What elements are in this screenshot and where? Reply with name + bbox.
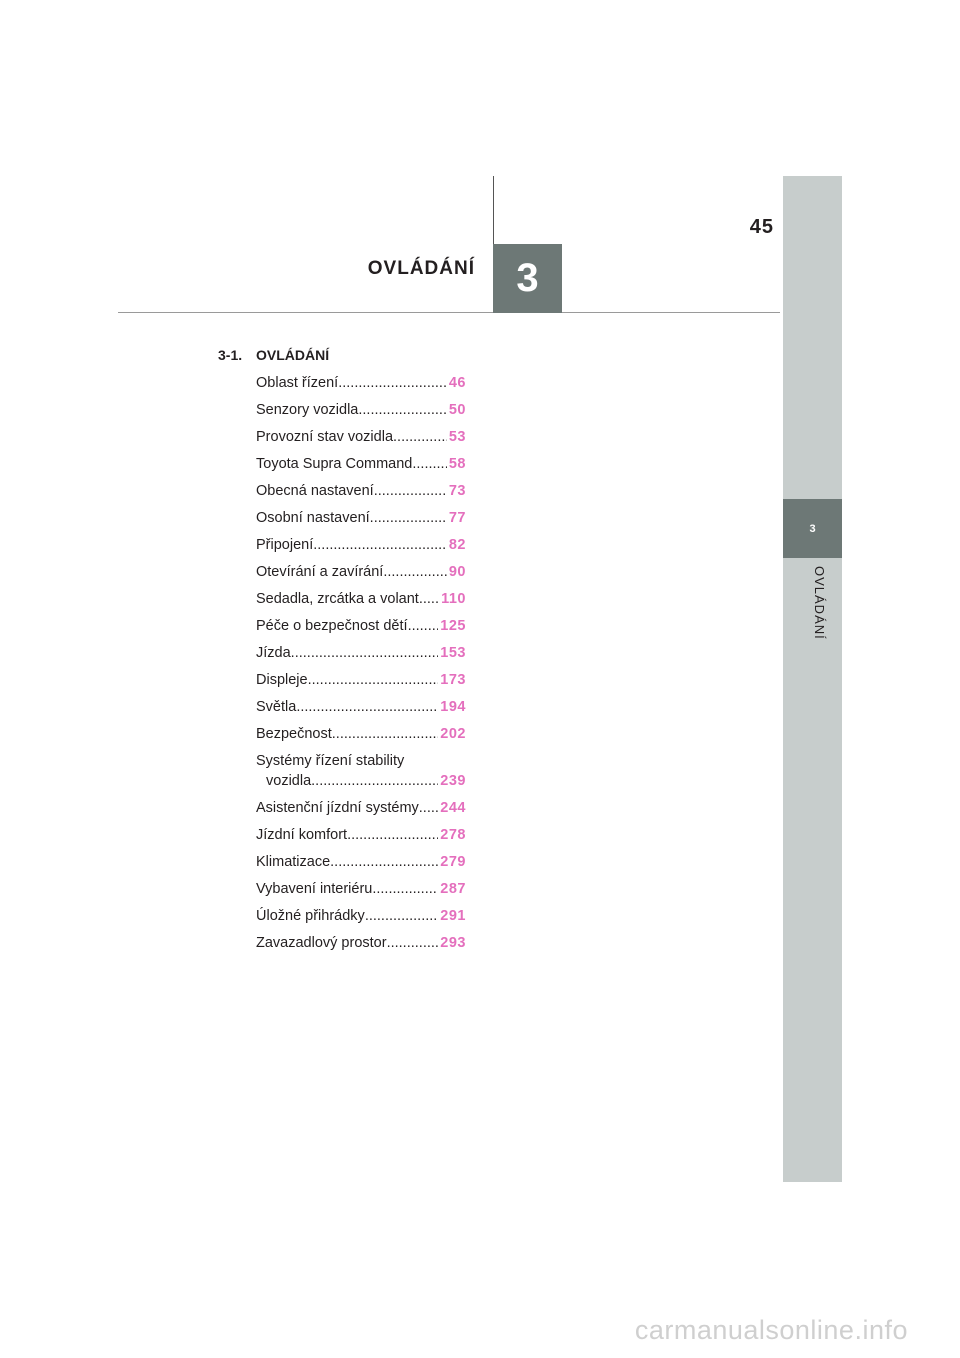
- toc-entry-label: Úložné přihrádky: [256, 908, 365, 924]
- toc-leader-dots: [393, 427, 447, 447]
- side-strip: [783, 176, 842, 1182]
- section-number: 3-1.: [218, 347, 243, 363]
- toc-leader-dots: [387, 933, 439, 953]
- toc-page-link[interactable]: 73: [448, 483, 466, 499]
- toc-leader-dots: [308, 670, 439, 690]
- toc-leader-dots: [330, 852, 438, 872]
- header-vertical-rule: [493, 176, 494, 244]
- toc-entry-label: Vybavení interiéru: [256, 881, 373, 897]
- toc-leader-dots: [419, 589, 439, 609]
- toc-page-link[interactable]: 244: [440, 800, 466, 816]
- watermark: carmanualsonline.info: [634, 1315, 908, 1345]
- page-number: 45: [749, 216, 774, 238]
- toc-entry[interactable]: [256, 823, 466, 850]
- toc-entry[interactable]: [256, 614, 466, 641]
- toc-page-link[interactable]: 279: [440, 854, 466, 870]
- toc-entry-label: Obecná nastavení: [256, 483, 374, 499]
- side-chapter-tab[interactable]: 3: [783, 499, 842, 558]
- chapter-number-box: 3: [493, 244, 562, 313]
- toc-entry[interactable]: [256, 722, 466, 749]
- toc-entry-label: Připojení: [256, 537, 314, 553]
- table-of-contents: [256, 371, 466, 958]
- toc-entry-label-continued: vozidla: [266, 773, 312, 789]
- toc-entry[interactable]: [256, 425, 466, 452]
- toc-entry[interactable]: [256, 695, 466, 722]
- chapter-title: OVLÁDÁNÍ: [367, 258, 475, 279]
- toc-page-link[interactable]: 110: [441, 591, 466, 607]
- toc-entry-label: Otevírání a zavírání: [256, 564, 384, 580]
- toc-page-link[interactable]: 50: [448, 402, 466, 418]
- toc-entry-label: Bezpečnost: [256, 726, 332, 742]
- toc-entry[interactable]: [256, 398, 466, 425]
- toc-entry[interactable]: [256, 877, 466, 904]
- toc-page-link[interactable]: 53: [448, 429, 466, 445]
- toc-leader-dots: [313, 535, 447, 555]
- toc-page-link[interactable]: 90: [448, 564, 466, 580]
- toc-leader-dots: [408, 616, 439, 636]
- toc-entry[interactable]: [256, 931, 466, 958]
- toc-entry[interactable]: [256, 749, 466, 796]
- toc-entry-label: Toyota Supra Command: [256, 456, 413, 472]
- side-chapter-label: OVLÁDÁNÍ: [812, 566, 827, 640]
- toc-entry-label: Zavazadlový prostor: [256, 935, 387, 951]
- toc-page-link[interactable]: 77: [448, 510, 466, 526]
- toc-entry-label: Osobní nastavení: [256, 510, 370, 526]
- toc-entry[interactable]: [256, 668, 466, 695]
- header-horizontal-rule: [118, 312, 780, 313]
- toc-page-link[interactable]: 239: [440, 773, 466, 789]
- toc-page-link[interactable]: 293: [440, 935, 466, 951]
- toc-leader-dots: [372, 879, 438, 899]
- toc-entry[interactable]: [256, 533, 466, 560]
- toc-entry[interactable]: [256, 560, 466, 587]
- toc-page-link[interactable]: 82: [448, 537, 466, 553]
- toc-page-link[interactable]: 194: [440, 699, 466, 715]
- toc-page-link[interactable]: 278: [440, 827, 466, 843]
- toc-leader-dots: [296, 697, 438, 717]
- toc-entry-label: Systémy řízení stability: [256, 753, 405, 769]
- toc-page-link[interactable]: 46: [448, 375, 466, 391]
- toc-leader-dots: [374, 481, 447, 501]
- toc-entry[interactable]: [256, 796, 466, 823]
- toc-page-link[interactable]: 58: [448, 456, 466, 472]
- toc-entry-label: Péče o bezpečnost dětí: [256, 618, 408, 634]
- toc-leader-dots: [419, 798, 439, 818]
- toc-entry-label: Jízdní komfort: [256, 827, 348, 843]
- toc-page-link[interactable]: 173: [440, 672, 466, 688]
- toc-entry[interactable]: [256, 479, 466, 506]
- toc-entry-label: Provozní stav vozidla: [256, 429, 394, 445]
- toc-entry-label: Světla: [256, 699, 297, 715]
- toc-page-link[interactable]: 153: [440, 645, 466, 661]
- toc-leader-dots: [358, 400, 447, 420]
- toc-leader-dots: [365, 906, 438, 926]
- toc-entry[interactable]: [256, 904, 466, 931]
- toc-page-link[interactable]: 287: [440, 881, 466, 897]
- toc-entry-label: Klimatizace: [256, 854, 331, 870]
- section-title: OVLÁDÁNÍ: [256, 347, 330, 363]
- toc-leader-dots: [347, 825, 438, 845]
- toc-page-link[interactable]: 291: [440, 908, 466, 924]
- toc-entry-label: Sedadla, zrcátka a volant: [256, 591, 419, 607]
- toc-entry[interactable]: [256, 587, 466, 614]
- toc-leader-dots: [370, 508, 447, 528]
- toc-page-link[interactable]: 125: [440, 618, 466, 634]
- toc-entry-label: Oblast řízení: [256, 375, 339, 391]
- toc-leader-dots: [412, 454, 447, 474]
- toc-entry[interactable]: [256, 641, 466, 668]
- toc-leader-dots: [338, 373, 447, 393]
- toc-leader-dots: [291, 643, 439, 663]
- toc-entry[interactable]: [256, 371, 466, 398]
- toc-entry-label: Asistenční jízdní systémy: [256, 800, 419, 816]
- toc-entry-label: Jízda: [256, 645, 291, 661]
- toc-entry[interactable]: [256, 850, 466, 877]
- toc-page-link[interactable]: 202: [440, 726, 466, 742]
- toc-leader-dots: [383, 562, 447, 582]
- toc-entry[interactable]: [256, 506, 466, 533]
- toc-entry[interactable]: [256, 452, 466, 479]
- toc-leader-dots: [311, 771, 438, 791]
- toc-entry-label: Displeje: [256, 672, 308, 688]
- toc-leader-dots: [332, 724, 439, 744]
- toc-entry-label: Senzory vozidla: [256, 402, 359, 418]
